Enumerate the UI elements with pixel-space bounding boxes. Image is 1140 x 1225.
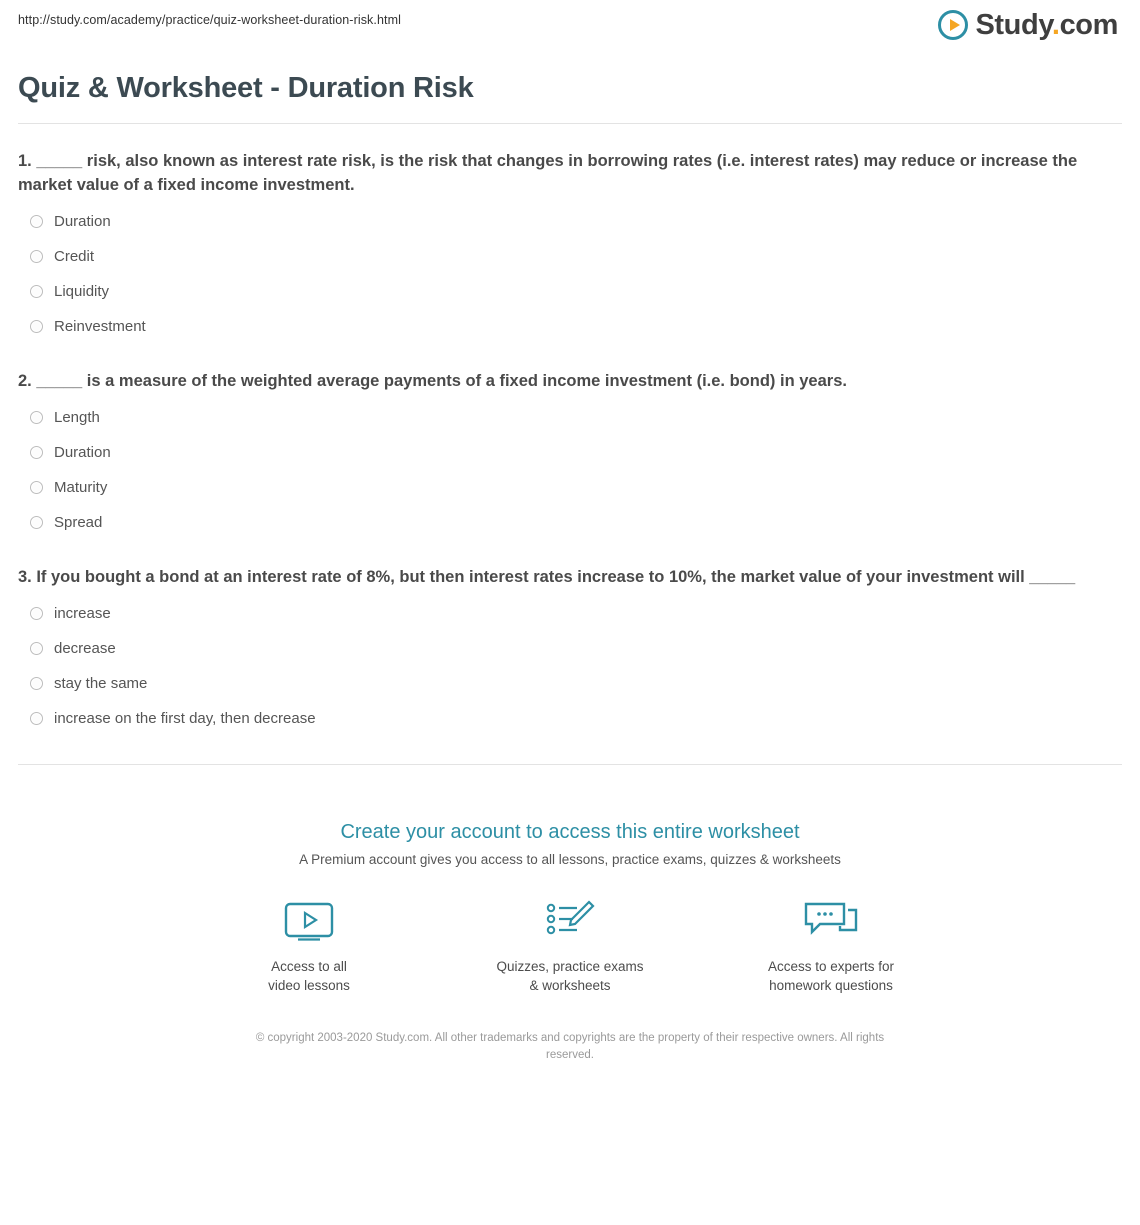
options-list	[18, 596, 1122, 736]
option-item[interactable]	[18, 400, 1122, 435]
logo-suffix: com	[1059, 8, 1118, 41]
radio-button-icon[interactable]	[30, 481, 43, 494]
radio-button-icon[interactable]	[30, 446, 43, 459]
radio-button-icon[interactable]	[30, 642, 43, 655]
promo-section	[18, 793, 1122, 1065]
option-label: Credit	[54, 247, 95, 265]
feature-line-2: & worksheets	[529, 978, 611, 994]
option-label: Liquidity	[54, 282, 110, 300]
radio-button-icon[interactable]	[30, 285, 43, 298]
feature-quizzes	[488, 895, 653, 996]
promo-headline[interactable]: Create your account to access this entire worksheet	[340, 820, 800, 843]
page-header	[18, 0, 1122, 56]
logo-wordmark	[975, 8, 1118, 41]
radio-button-icon[interactable]	[30, 607, 43, 620]
option-label: increase on the first day, then decrease	[54, 709, 316, 727]
option-item[interactable]	[18, 204, 1122, 239]
chat-bubbles-icon	[749, 895, 914, 945]
promo-features	[18, 895, 1122, 996]
feature-line-2: video lessons	[268, 978, 350, 994]
radio-button-icon[interactable]	[30, 516, 43, 529]
option-item[interactable]	[18, 309, 1122, 344]
option-item[interactable]	[18, 435, 1122, 470]
option-label: Reinvestment	[54, 317, 146, 335]
option-item[interactable]	[18, 666, 1122, 701]
feature-line-1: Quizzes, practice exams	[496, 958, 644, 974]
option-label: Spread	[54, 513, 103, 531]
feature-video-lessons	[227, 895, 392, 996]
page-title: Quiz & Worksheet - Duration Risk	[18, 72, 474, 104]
feature-line-1: Access to all	[271, 958, 347, 974]
copyright-text: © copyright 2003-2020 Study.com. All other trademarks and copyrights are the property of their respective owners. All rights reserved.	[255, 1031, 885, 1062]
option-label: Duration	[54, 443, 111, 461]
radio-button-icon[interactable]	[30, 712, 43, 725]
play-circle-icon	[938, 10, 968, 40]
options-list	[18, 204, 1122, 344]
radio-button-icon[interactable]	[30, 677, 43, 690]
promo-divider	[18, 764, 1122, 765]
radio-button-icon[interactable]	[30, 411, 43, 424]
question-text: 2. _____ is a measure of the weighted average payments of a fixed income investment (i.e. bond) in years.	[18, 371, 847, 390]
url-text: http://study.com/academy/practice/quiz-worksheet-duration-risk.html	[18, 13, 401, 27]
logo-dot: .	[1051, 8, 1060, 41]
feature-line-1: Access to experts for	[767, 958, 895, 974]
radio-button-icon[interactable]	[30, 250, 43, 263]
option-label: Duration	[54, 212, 111, 230]
option-label: increase	[54, 604, 111, 622]
feature-line-2: homework questions	[769, 978, 893, 994]
option-label: decrease	[54, 639, 116, 657]
logo-name: Study	[975, 8, 1052, 41]
option-item[interactable]	[18, 274, 1122, 309]
promo-subhead: A Premium account gives you access to all lessons, practice exams, quizzes & worksheets	[299, 851, 841, 867]
option-item[interactable]	[18, 239, 1122, 274]
question-block-2	[18, 344, 1122, 540]
radio-button-icon[interactable]	[30, 320, 43, 333]
feature-experts	[749, 895, 914, 996]
study-com-logo[interactable]	[938, 10, 1122, 40]
option-item[interactable]	[18, 505, 1122, 540]
options-list	[18, 400, 1122, 540]
question-text: 3. If you bought a bond at an interest rate of 8%, but then interest rates increase to 10%, the market value of your investment will _____	[18, 567, 1076, 586]
quiz-checklist-pencil-icon	[488, 895, 653, 945]
option-item[interactable]	[18, 631, 1122, 666]
option-label: Maturity	[54, 478, 108, 496]
question-block-3	[18, 540, 1122, 736]
option-label: stay the same	[54, 674, 148, 692]
radio-button-icon[interactable]	[30, 215, 43, 228]
option-item[interactable]	[18, 701, 1122, 736]
question-block-1	[18, 124, 1122, 344]
question-text: 1. _____ risk, also known as interest rate risk, is the risk that changes in borrowing rates (i.e. interest rates) may reduce or increase the market value of a fixed income investment.	[18, 152, 1078, 194]
option-label: Length	[54, 408, 100, 426]
option-item[interactable]	[18, 596, 1122, 631]
option-item[interactable]	[18, 470, 1122, 505]
video-player-icon	[227, 895, 392, 945]
